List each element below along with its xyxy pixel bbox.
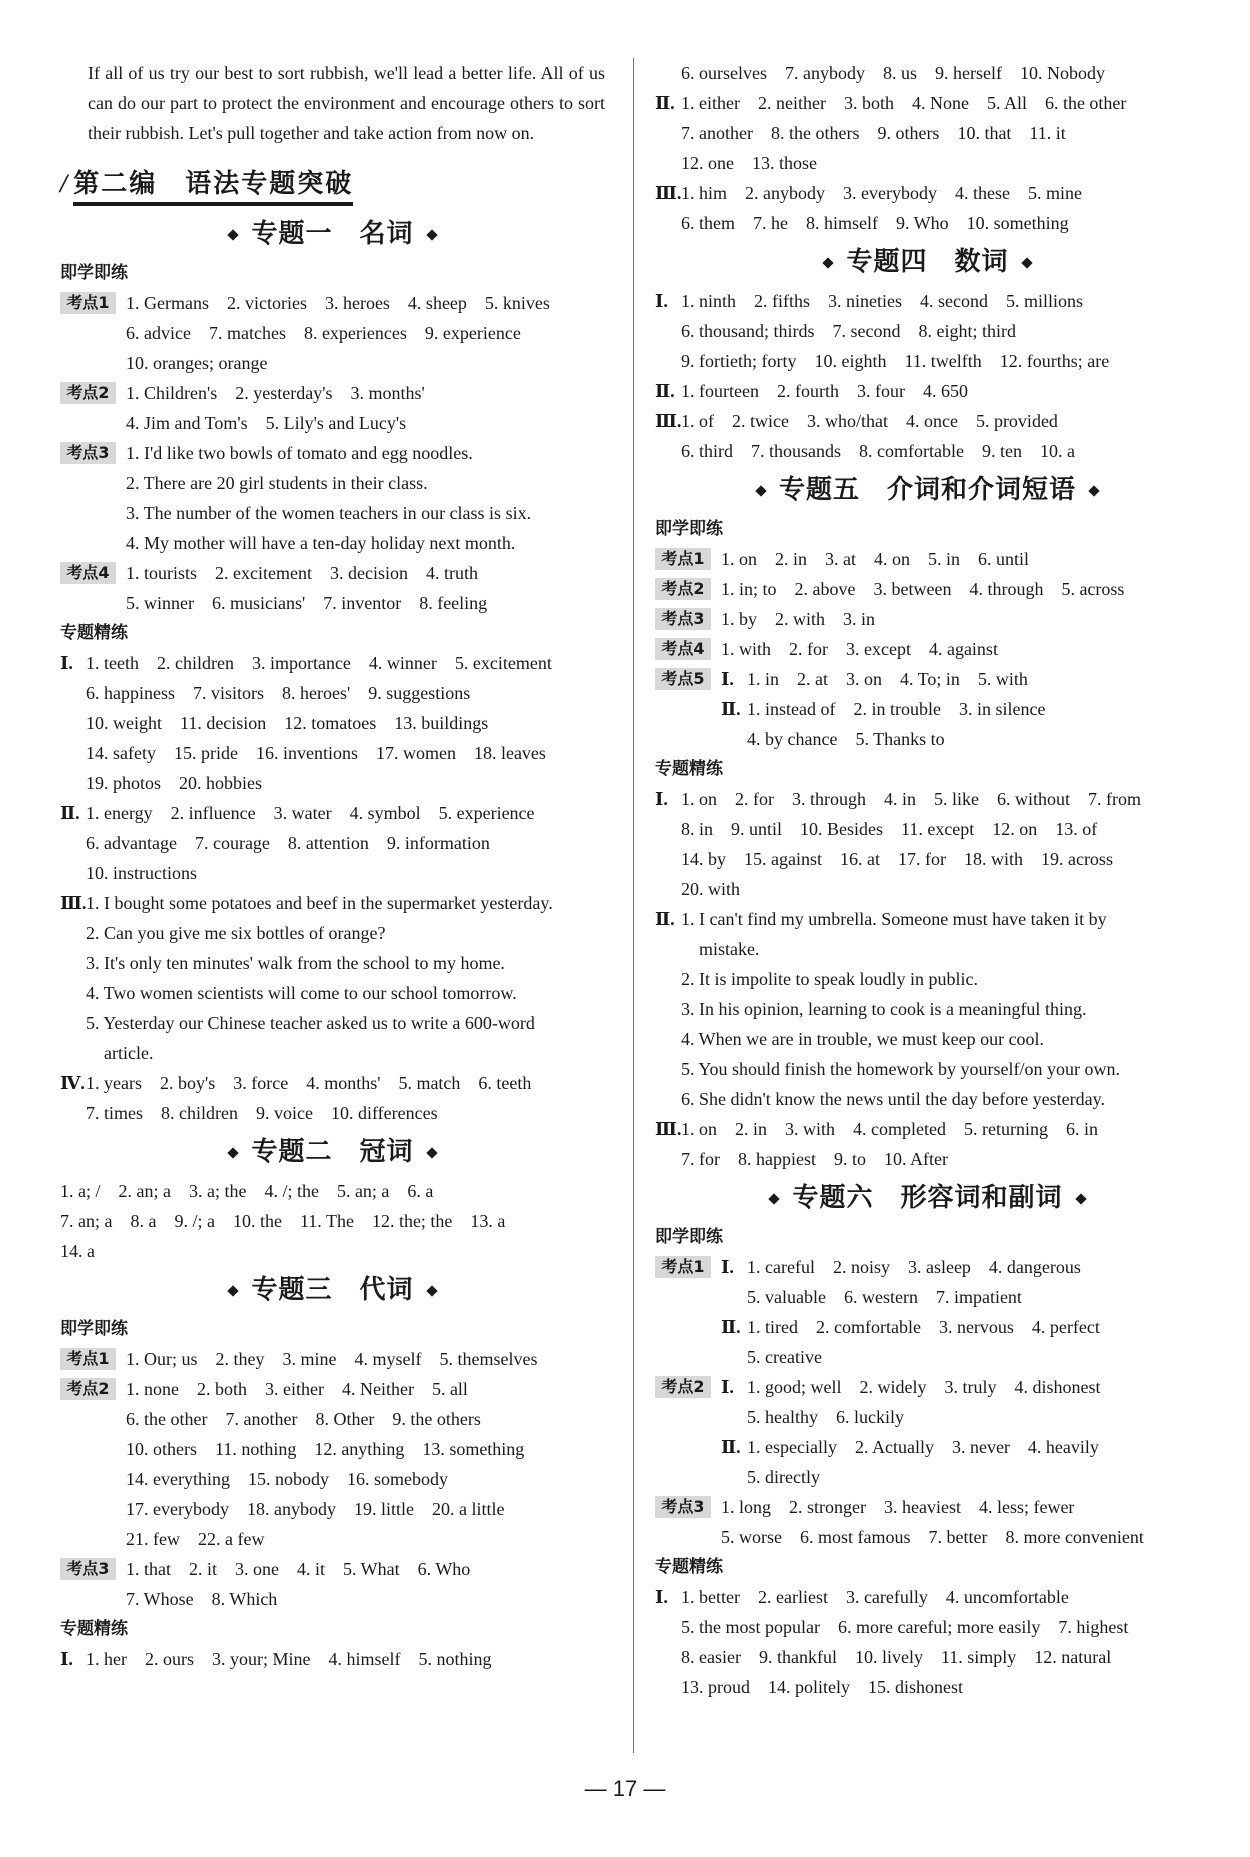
kd-block [655,664,1200,754]
roman-numeral: Ⅱ. [721,1437,741,1457]
topic-title-articles [60,1128,605,1176]
roman-numeral: Ⅱ. [721,699,741,719]
answer-line: 1. with 2. for 3. except 4. against [721,639,998,659]
answer-block [681,406,1200,466]
kd-block [60,378,605,438]
answer-line: 1. tired 2. comfortable 3. nervous 4. perfect [747,1317,1100,1337]
kd-badge: 考点3 [655,1496,711,1518]
answer-line: 5. worse 6. most famous 7. better 8. more convenient [721,1527,1144,1547]
answer-line: 1. her 2. ours 3. your; Mine 4. himself 5. nothing [86,1649,492,1669]
answer-line: mistake. [699,939,760,959]
kd-badge: 考点1 [655,1256,711,1278]
kd-badge: 考点2 [655,578,711,600]
answer-block [126,1374,605,1554]
answer-block [681,376,1200,406]
kd-block [60,438,605,558]
answer-line: 1. instead of 2. in trouble 3. in silence [747,699,1046,719]
kd-badge: 考点3 [655,608,711,630]
kd-badge: 考点1 [655,548,711,570]
roman-numeral: Ⅳ. [60,1073,85,1093]
answer-line: 1. by 2. with 3. in [721,609,876,629]
answer-line: 3. In his opinion, learning to cook is a meaningful thing. [681,999,1087,1019]
section-heading-practice: 即学即练 [60,1319,128,1339]
kd-badge: 考点4 [655,638,711,660]
roman-numeral: Ⅱ. [655,909,675,929]
answer-line: 6. third 7. thousands 8. comfortable 9. ten 10. a [681,441,1075,461]
section-heading-practice: 即学即练 [60,263,128,283]
kd-block [60,1344,605,1374]
kd-block [60,558,605,618]
answer-line: 14. a [60,1241,95,1261]
answer-block [681,178,1200,238]
topic-title-numerals [655,238,1200,286]
answer-line: 6. them 7. he 8. himself 9. Who 10. something [681,213,1069,233]
roman-numeral: Ⅰ. [655,789,668,809]
answer-line: 20. with [681,879,741,899]
section-heading-intensive: 专题精练 [60,1619,128,1639]
kd-badge: 考点3 [60,1558,116,1580]
kd-block [655,634,1200,664]
diamond-icon [823,257,834,268]
answer-line: 1. a; / 2. an; a 3. a; the 4. /; the 5. an; a 6. a [60,1181,434,1201]
answer-line: 14. by 15. against 16. at 17. for 18. with 19. across [681,849,1113,869]
answer-block [126,1344,605,1374]
kd-badge: 考点4 [60,562,116,584]
roman-numeral: Ⅰ. [60,653,73,673]
roman-block [655,1582,1200,1702]
roman-numeral: Ⅰ. [60,1649,73,1669]
kd-badge: 考点2 [60,382,116,404]
kd-block [655,544,1200,574]
answer-line: 1. long 2. stronger 3. heaviest 4. less; fewer [721,1497,1075,1517]
kd-block [655,1492,1200,1552]
answer-line: 2. There are 20 girl students in their class. [126,473,428,493]
answer-line: 1. of 2. twice 3. who/that 4. once 5. provided [681,411,1058,431]
diamond-icon [426,1147,437,1158]
answer-line: 1. I'd like two bowls of tomato and egg noodles. [126,443,473,463]
roman-block [60,888,605,1068]
roman-block [60,648,605,798]
kd-block [60,288,605,378]
kd-badge: 考点1 [60,292,116,314]
roman-numeral: Ⅱ. [655,381,675,401]
answer-line: 6. ourselves 7. anybody 8. us 9. herself 10. Nobody [681,63,1105,83]
section-heading-practice: 即学即练 [655,519,723,539]
answer-line: 3. The number of the women teachers in our class is six. [126,503,532,523]
answer-line: 14. safety 15. pride 16. inventions 17. women 18. leaves [86,743,546,763]
answer-line: 7. for 8. happiest 9. to 10. After [681,1149,948,1169]
topic-title-text: 专题三 代词 [251,1275,414,1305]
answer-line: 1. none 2. both 3. either 4. Neither 5. all [126,1379,468,1399]
answer-line: 1. teeth 2. children 3. importance 4. winner 5. excitement [86,653,552,673]
roman-numeral: Ⅲ. [655,1119,682,1139]
kd-badge: 考点2 [60,1378,116,1400]
answer-line: 13. proud 14. politely 15. dishonest [681,1677,963,1697]
answer-line: 5. the most popular 6. more careful; more easily 7. highest [681,1617,1129,1637]
roman-numeral: Ⅰ. [721,1377,734,1397]
answer-line: 10. instructions [86,863,197,883]
answer-line: 7. Whose 8. Which [126,1589,278,1609]
answer-block [681,286,1200,376]
part-title-slash-icon: / [60,169,68,198]
answer-line: 2. It is impolite to speak loudly in public. [681,969,978,989]
topic-title-text: 专题六 形容词和副词 [792,1183,1063,1213]
kd-block [60,1554,605,1614]
kd-badge: 考点1 [60,1348,116,1370]
topic-title-text: 专题五 介词和介词短语 [778,475,1076,505]
answer-block [86,1068,605,1128]
answer-line: 1. Our; us 2. they 3. mine 4. myself 5. themselves [126,1349,538,1369]
diamond-icon [426,1285,437,1296]
answer-line: 1. in 2. at 3. on 4. To; in 5. with [747,669,1028,689]
roman-block [655,376,1200,406]
kd-block [655,574,1200,604]
answer-line: 17. everybody 18. anybody 19. little 20. a little [126,1499,505,1519]
kd-block [60,1374,605,1554]
roman-block [655,784,1200,904]
answer-line: 8. in 9. until 10. Besides 11. except 12. on 13. of [681,819,1098,839]
intro-paragraph: If all of us try our best to sort rubbish, we'll lead a better life. All of us can do our part to protect the environment and encourage others to sort their rubbish. Let's pull together and take action from now on. [88,63,605,143]
answer-block [126,558,605,618]
diamond-icon [1021,257,1032,268]
answer-line: 4. When we are in trouble, we must keep our cool. [681,1029,1045,1049]
kd-badge: 考点3 [60,442,116,464]
answer-line: 5. directly [747,1467,820,1487]
answer-block [86,1644,605,1674]
roman-numeral: Ⅱ. [721,1317,741,1337]
answer-line: 1. better 2. earliest 3. carefully 4. uncomfortable [681,1587,1069,1607]
answer-line: 2. Can you give me six bottles of orange? [86,923,386,943]
diamond-icon [228,1285,239,1296]
answer-block [126,438,605,558]
answer-line: 4. by chance 5. Thanks to [747,729,945,749]
answer-line: 1. I can't find my umbrella. Someone must have taken it by [681,909,1107,929]
roman-block [60,798,605,888]
answer-block [126,378,605,438]
answer-block [86,888,605,1068]
roman-numeral: Ⅰ. [655,291,668,311]
answer-line: 1. ninth 2. fifths 3. nineties 4. second 5. millions [681,291,1083,311]
answer-line: 4. Two women scientists will come to our school tomorrow. [86,983,517,1003]
answer-line: 1. especially 2. Actually 3. never 4. heavily [747,1437,1099,1457]
answer-line: 3. It's only ten minutes' walk from the school to my home. [86,953,505,973]
answer-line: 1. Germans 2. victories 3. heroes 4. sheep 5. knives [126,293,550,313]
answer-line: 6. thousand; thirds 7. second 8. eight; third [681,321,1016,341]
roman-numeral: Ⅱ. [60,803,80,823]
topic-title-text: 专题二 冠词 [251,1137,414,1167]
part-title [60,162,605,206]
answer-line: 9. fortieth; forty 10. eighth 11. twelfth 12. fourths; are [681,351,1110,371]
answer-line: 21. few 22. a few [126,1529,265,1549]
roman-numeral: Ⅲ. [655,183,682,203]
topic-title-nouns [60,210,605,258]
answer-block [86,798,605,888]
roman-numeral: Ⅲ. [655,411,682,431]
answer-line: 5. valuable 6. western 7. impatient [747,1287,1022,1307]
diamond-icon [755,485,766,496]
answer-line: 4. Jim and Tom's 5. Lily's and Lucy's [126,413,407,433]
diamond-icon [228,1147,239,1158]
kd-block [655,604,1200,634]
answer-line: 1. I bought some potatoes and beef in the supermarket yesterday. [86,893,553,913]
answer-block [126,288,605,378]
answer-line: 10. weight 11. decision 12. tomatoes 13. buildings [86,713,489,733]
part-title-text: 第二编 语法专题突破 [73,163,353,206]
topic-title-pronouns [60,1266,605,1314]
answer-line: 6. She didn't know the news until the day before yesterday. [681,1089,1105,1109]
answer-block [126,1554,605,1614]
kd-block [655,1372,1200,1492]
right-column [655,58,1200,1702]
answer-line: 1. fourteen 2. fourth 3. four 4. 650 [681,381,968,401]
topic-title-prepositions [655,466,1200,514]
answer-line: 7. times 8. children 9. voice 10. differences [86,1103,438,1123]
answer-line: 1. that 2. it 3. one 4. it 5. What 6. Who [126,1559,471,1579]
roman-block [60,1068,605,1128]
kd-block [655,1252,1200,1372]
kd-badge: 考点5 [655,668,711,690]
answer-line: 1. him 2. anybody 3. everybody 4. these 5. mine [681,183,1082,203]
answer-line: 1. years 2. boy's 3. force 4. months' 5. match 6. teeth [86,1073,532,1093]
answer-line: article. [104,1043,154,1063]
roman-block [655,904,1200,1114]
answer-line: 1. tourists 2. excitement 3. decision 4. truth [126,563,478,583]
answer-line: 1. on 2. for 3. through 4. in 5. like 6. without 7. from [681,789,1141,809]
answer-line: 8. easier 9. thankful 10. lively 11. simply 12. natural [681,1647,1112,1667]
left-column [60,58,605,1674]
section-heading-intensive: 专题精练 [60,623,128,643]
topic-title-text: 专题一 名词 [251,219,414,249]
section-heading-practice: 即学即练 [655,1227,723,1247]
roman-numeral: Ⅰ. [721,1257,734,1277]
answer-line: 19. photos 20. hobbies [86,773,263,793]
roman-block [655,1114,1200,1174]
diamond-icon [1088,485,1099,496]
kd-badge: 考点2 [655,1376,711,1398]
answer-line: 1. good; well 2. widely 3. truly 4. dishonest [747,1377,1101,1397]
answer-line: 7. an; a 8. a 9. /; a 10. the 11. The 12. the; the 13. a [60,1211,506,1231]
answer-line: 14. everything 15. nobody 16. somebody [126,1469,448,1489]
diamond-icon [228,229,239,240]
answer-line: 1. on 2. in 3. at 4. on 5. in 6. until [721,549,1029,569]
answer-line: 5. Yesterday our Chinese teacher asked us to write a 600-word [86,1013,535,1033]
topic-title-adjectives-adverbs [655,1174,1200,1222]
answer-block [681,88,1200,178]
page-number: — 17 — [584,1776,666,1801]
answer-block [86,648,605,798]
answer-line: 1. careful 2. noisy 3. asleep 4. dangerous [747,1257,1081,1277]
answer-line: 5. winner 6. musicians' 7. inventor 8. feeling [126,593,488,613]
answer-line: 1. in; to 2. above 3. between 4. through 5. across [721,579,1125,599]
answer-line: 1. on 2. in 3. with 4. completed 5. returning 6. in [681,1119,1098,1139]
answer-line: 1. Children's 2. yesterday's 3. months' [126,383,425,403]
roman-block [655,58,1200,88]
roman-numeral: Ⅱ. [655,93,675,113]
roman-block [655,88,1200,178]
diamond-icon [769,1193,780,1204]
diamond-icon [426,229,437,240]
answer-line: 6. the other 7. another 8. Other 9. the others [126,1409,481,1429]
roman-block [655,406,1200,466]
roman-block [655,178,1200,238]
answer-block [681,58,1200,88]
diamond-icon [1075,1193,1086,1204]
topic-title-text: 专题四 数词 [846,247,1009,277]
section-heading-intensive: 专题精练 [655,759,723,779]
answer-line: 6. advantage 7. courage 8. attention 9. information [86,833,490,853]
answer-line: 6. happiness 7. visitors 8. heroes' 9. suggestions [86,683,471,703]
roman-block [655,286,1200,376]
answer-line: 7. another 8. the others 9. others 10. that 11. it [681,123,1066,143]
roman-block [60,1644,605,1674]
answer-line: 5. creative [747,1347,822,1367]
column-divider [633,58,634,1753]
answer-line: 5. healthy 6. luckily [747,1407,904,1427]
section-heading-intensive: 专题精练 [655,1557,723,1577]
roman-numeral: Ⅰ. [655,1587,668,1607]
answer-line: 6. advice 7. matches 8. experiences 9. experience [126,323,521,343]
answer-line: 5. You should finish the homework by yourself/on your own. [681,1059,1120,1079]
answer-line: 1. either 2. neither 3. both 4. None 5. All 6. the other [681,93,1127,113]
answer-line: 1. energy 2. influence 3. water 4. symbol 5. experience [86,803,535,823]
answer-line: 10. oranges; orange [126,353,268,373]
roman-numeral: Ⅰ. [721,669,734,689]
answer-line: 4. My mother will have a ten-day holiday next month. [126,533,516,553]
answer-line: 10. others 11. nothing 12. anything 13. something [126,1439,525,1459]
answer-line: 12. one 13. those [681,153,817,173]
roman-numeral: Ⅲ. [60,893,87,913]
